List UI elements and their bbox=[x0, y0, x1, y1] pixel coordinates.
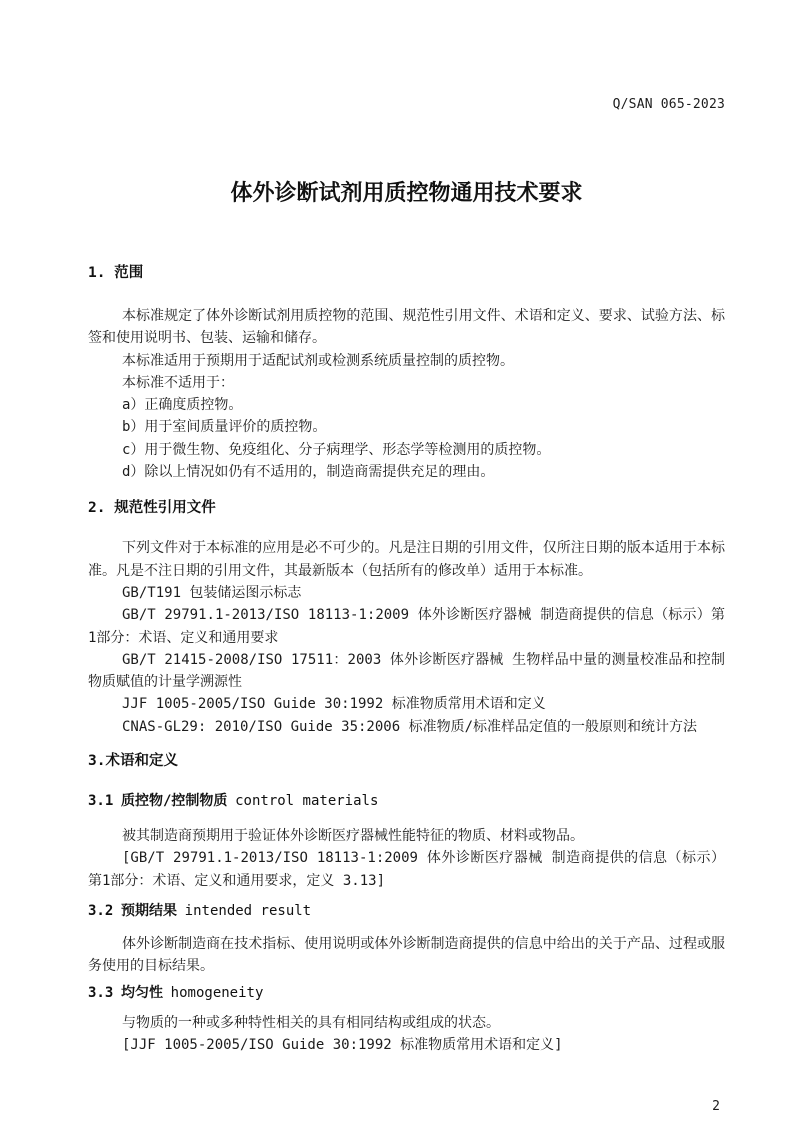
term-name-cn: 质控物/控制物质 bbox=[120, 793, 228, 810]
term-3-3 bbox=[88, 982, 725, 1057]
references-intro: 下列文件对于本标准的应用是必不可少的。凡是注日期的引用文件，仅所注日期的版本适用于本标准。凡是不注日期的引用文件，其最新版本（包括所有的修改单）适用于本标准。 bbox=[88, 540, 725, 579]
reference-entry: CNAS-GL29: 2010/ISO Guide 35:2006 标准物质/标准样品定值的一般原则和统计方法 bbox=[122, 718, 698, 735]
scope-list-item-a: a）正确度质控物。 bbox=[122, 397, 243, 414]
scope-list-item-c: c）用于微生物、免疫组化、分子病理学、形态学等检测用的质控物。 bbox=[122, 441, 551, 458]
scope-list-item-d: d）除以上情况如仍有不适用的，制造商需提供充足的理由。 bbox=[122, 464, 495, 481]
term-name-en: control materials bbox=[235, 793, 379, 810]
term-number: 3.1 bbox=[88, 793, 114, 810]
scope-paragraph: 本标准不适用于： bbox=[122, 374, 234, 391]
section-3-terms-definitions bbox=[88, 750, 725, 1056]
reference-entry: GB/T 29791.1-2013/ISO 18113-1:2009 体外诊断医疗器械 制造商提供的信息（标示）第1部分：术语、定义和通用要求 bbox=[88, 607, 725, 646]
reference-entry: JJF 1005-2005/ISO Guide 30:1992 标准物质常用术语和定义 bbox=[122, 696, 546, 713]
section-3-heading: 3.术语和定义 bbox=[88, 753, 178, 770]
scope-paragraph: 本标准规定了体外诊断试剂用质控物的范围、规范性引用文件、术语和定义、要求、试验方法、标签和使用说明书、包装、运输和储存。 bbox=[88, 308, 725, 347]
term-definition: 体外诊断制造商在技术指标、使用说明或体外诊断制造商提供的信息中给出的关于产品、过程或服务使用的目标结果。 bbox=[88, 935, 725, 975]
term-definition: 与物质的一种或多种特性相关的具有相同结构或组成的状态。 bbox=[122, 1014, 500, 1031]
section-2-normative-references bbox=[88, 497, 725, 738]
document-title: 体外诊断试剂用质控物通用技术要求 bbox=[230, 181, 583, 206]
scope-list-item-b: b）用于室间质量评价的质控物。 bbox=[122, 419, 327, 436]
scope-paragraph: 本标准适用于预期用于适配试剂或检测系统质量控制的质控物。 bbox=[122, 352, 514, 369]
term-3-1-heading bbox=[88, 790, 725, 812]
term-number: 3.2 bbox=[88, 902, 114, 919]
reference-entry: GB/T191 包装储运图示标志 bbox=[122, 584, 302, 601]
section-1-scope bbox=[88, 262, 725, 483]
term-definition: 被其制造商预期用于验证体外诊断医疗器械性能特征的物质、材料或物品。 bbox=[122, 828, 584, 845]
term-3-3-heading bbox=[88, 982, 725, 1004]
term-name-en: intended result bbox=[184, 902, 312, 919]
term-name-en: homogeneity bbox=[170, 984, 264, 1001]
doc-code: Q/SAN 065-2023 bbox=[612, 97, 725, 112]
section-1-heading: 1. 范围 bbox=[88, 265, 144, 281]
term-number: 3.3 bbox=[88, 984, 114, 1001]
term-source: [JJF 1005-2005/ISO Guide 30:1992 标准物质常用术语和定义] bbox=[122, 1036, 563, 1053]
term-source: [GB/T 29791.1-2013/ISO 18113-1:2009 体外诊断医疗器械 制造商提供的信息（标示）第1部分：术语、定义和通用要求，定义 3.13] bbox=[88, 850, 725, 889]
page-number: 2 bbox=[712, 1099, 720, 1114]
term-3-2-heading bbox=[88, 900, 725, 922]
reference-entry: GB/T 21415-2008/ISO 17511：2003 体外诊断医疗器械 生物样品中量的测量校准品和控制物质赋值的计量学溯源性 bbox=[88, 651, 725, 691]
term-3-2 bbox=[88, 900, 725, 978]
section-2-heading: 2. 规范性引用文件 bbox=[88, 500, 216, 517]
term-3-1 bbox=[88, 790, 725, 892]
term-name-cn: 预期结果 bbox=[120, 902, 177, 919]
term-name-cn: 均匀性 bbox=[120, 984, 163, 1001]
